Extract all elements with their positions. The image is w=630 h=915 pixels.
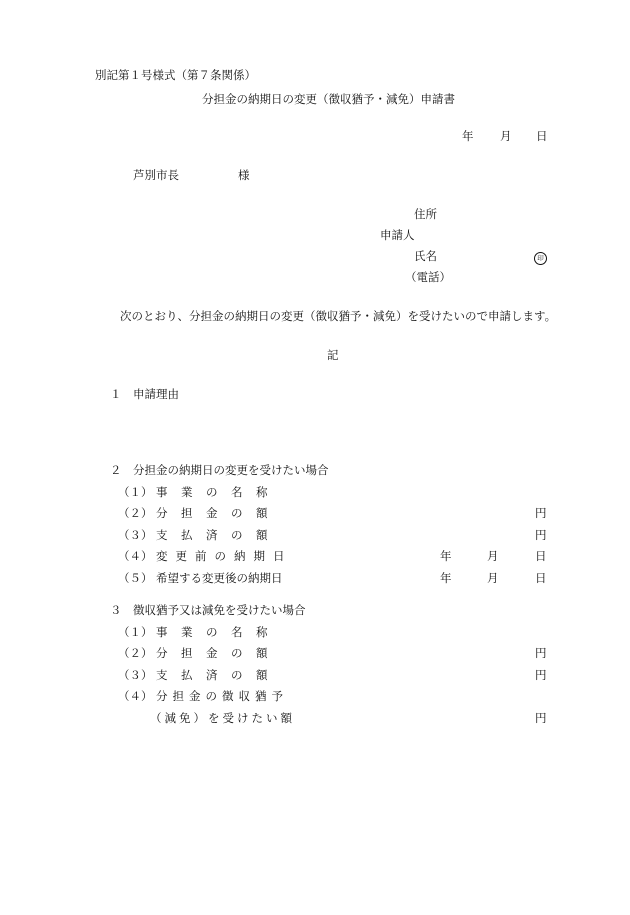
- date-month: 月: [487, 571, 499, 585]
- section3-heading: ３ 徴収猶予又は減免を受けたい場合: [110, 603, 306, 617]
- item-label: 分担金の徴収猶予: [156, 689, 288, 703]
- section2-heading: ２ 分担金の納期日の変更を受けたい場合: [110, 463, 329, 477]
- item-label: 支 払 済 の 額: [156, 668, 269, 682]
- applicant-label: 申請人: [380, 228, 415, 242]
- document-title: 分担金の納期日の変更（徴収猶予・減免）申請書: [202, 92, 455, 106]
- unit-yen: 円: [535, 506, 547, 520]
- date-month: 月: [487, 549, 499, 563]
- date-year: 年: [462, 129, 474, 143]
- item-number: （１）: [118, 485, 153, 499]
- address-label: 住所: [414, 207, 437, 221]
- item-label: 支 払 済 の 額: [156, 528, 269, 542]
- item-number: （３）: [118, 668, 153, 682]
- item-number: （５）: [118, 571, 153, 585]
- item-number: （３）: [118, 528, 153, 542]
- item-number: （４）: [118, 689, 153, 703]
- unit-yen: 円: [535, 711, 547, 725]
- item-label: 分 担 金 の 額: [156, 506, 269, 520]
- section1-heading: １ 申請理由: [110, 387, 179, 401]
- form-label: 別記第１号様式（第７条関係）: [95, 68, 256, 82]
- unit-yen: 円: [535, 646, 547, 660]
- item-label-continued: （減免）を受けたい額: [150, 711, 295, 725]
- record-mark: 記: [327, 348, 339, 362]
- item-number: （２）: [118, 506, 153, 520]
- item-label: 変更前の納期日: [156, 549, 293, 563]
- item-label: 希望する変更後の納期日: [156, 571, 283, 585]
- date-year: 年: [440, 571, 452, 585]
- item-label: 事 業 の 名 称: [156, 485, 269, 499]
- item-number: （１）: [118, 625, 153, 639]
- unit-yen: 円: [535, 668, 547, 682]
- date-day: 日: [535, 571, 547, 585]
- item-label: 分 担 金 の 額: [156, 646, 269, 660]
- item-number: （２）: [118, 646, 153, 660]
- phone-label: （電話）: [405, 270, 451, 284]
- item-label: 事 業 の 名 称: [156, 625, 269, 639]
- addressee-honorific: 様: [238, 168, 250, 182]
- seal-mark: [534, 249, 547, 265]
- name-label: 氏名: [414, 249, 437, 263]
- date-day: 日: [535, 549, 547, 563]
- unit-yen: 円: [535, 528, 547, 542]
- addressee-name: 芦別市長: [133, 168, 179, 182]
- seal-icon: 印: [534, 252, 547, 265]
- item-number: （４）: [118, 549, 153, 563]
- date-month: 月: [500, 129, 512, 143]
- date-year: 年: [440, 549, 452, 563]
- intro-text: 次のとおり、分担金の納期日の変更（徴収猶予・減免）を受けたいので申請します。: [120, 309, 557, 323]
- date-day: 日: [536, 129, 548, 143]
